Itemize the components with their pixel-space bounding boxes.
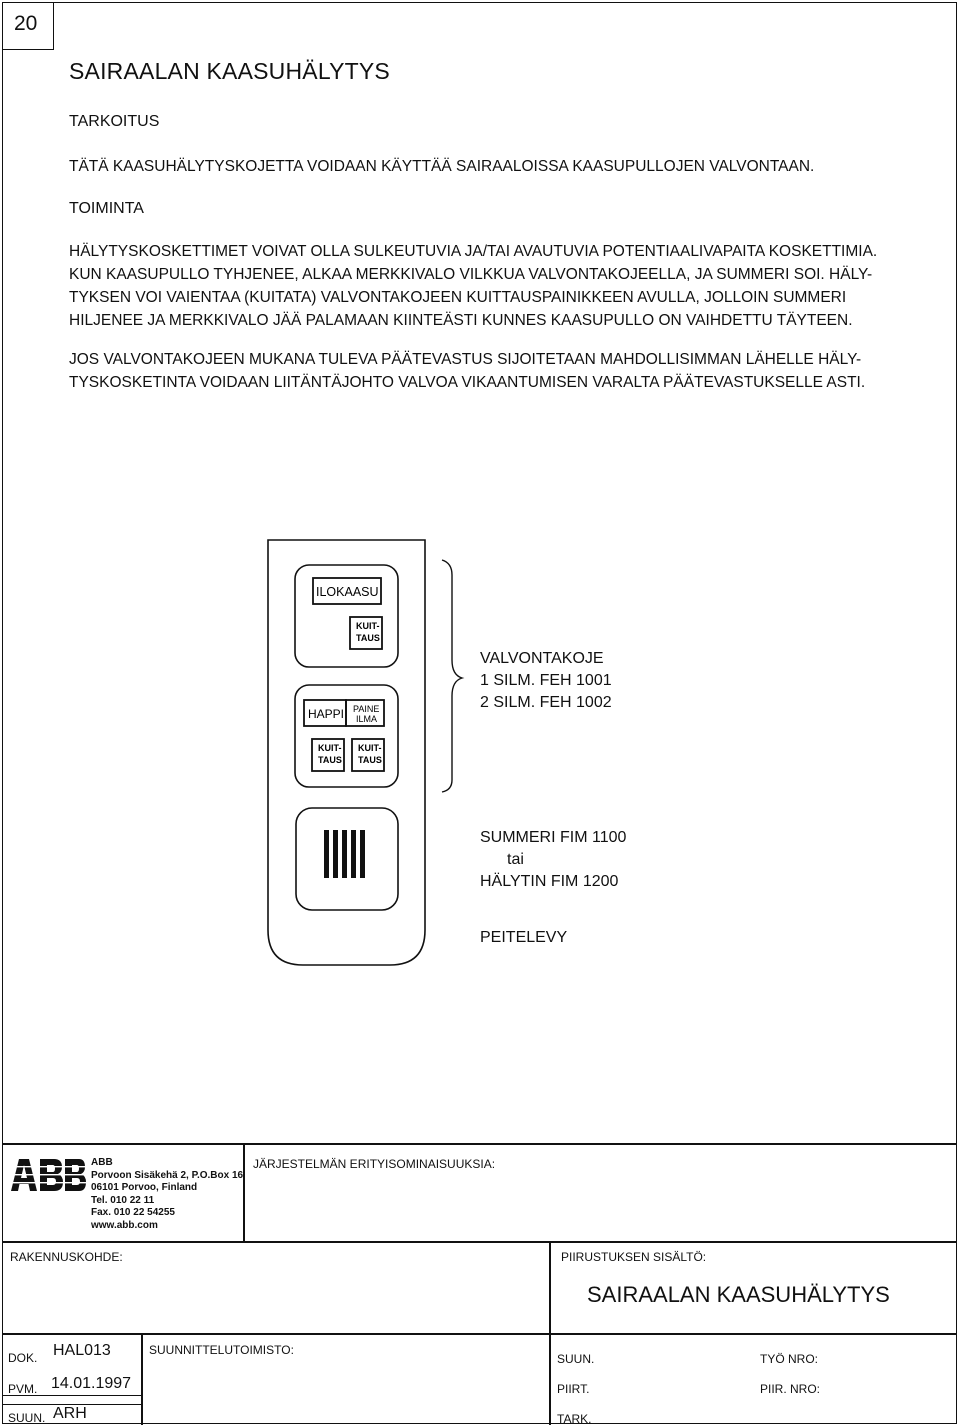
oxygen-label: HAPPI (308, 707, 345, 721)
buzzer-label-line: SUMMERI FIM 1100 (480, 829, 627, 846)
monitor-label-line: VALVONTAKOJE (480, 650, 604, 667)
buzzer-label-line: tai (507, 851, 524, 868)
ack-text: TAUS (358, 755, 382, 765)
ack-text: KUIT- (318, 743, 342, 753)
company-line: Fax. 010 22 54255 (91, 1207, 175, 1218)
drawing-content-label: PIIRUSTUKSEN SISÄLTÖ: (561, 1250, 707, 1264)
buzzer-label-line: HÄLYTIN FIM 1200 (480, 873, 619, 890)
purpose-line: TÄTÄ KAASUHÄLYTYSKOJETTA VOIDAAN KÄYTTÄÄ SAIRAALOISSA KAASUPULLOJEN VALVONTAAN. (69, 158, 815, 175)
function-line: HILJENEE JA MERKKIVALO JÄÄ PALAMAAN KIINTEÄSTI KUNNES KAASUPULLO ON VAIHDETTU TÄYTEEN. (69, 312, 853, 329)
company-line: Porvoon Sisäkehä 2, P.O.Box 16 (91, 1169, 244, 1181)
abb-logo (9, 1158, 87, 1192)
buzzer-grille (324, 830, 365, 878)
company-line: Tel. 010 22 11 (91, 1194, 155, 1206)
designer-value: ARH (53, 1405, 87, 1422)
company-line: www.abb.com (91, 1219, 158, 1231)
terminal-line: TYSKOSKETINTA VOIDAAN LIITÄNTÄJOHTO VALVOA VIKAANTUMISEN VARALTA PÄÄTEVASTUKSELLE ASTI. (69, 374, 866, 391)
company-address (91, 1157, 243, 1232)
monitor-label-line: 2 SILM. FEH 1002 (480, 694, 612, 711)
site-label: RAKENNUSKOHDE: (10, 1250, 123, 1264)
designer-label: SUUN. (8, 1411, 46, 1425)
buzzer-label (480, 827, 626, 893)
ack-text: KUIT- (358, 743, 382, 753)
drawing-title: SAIRAALAN KAASUHÄLYTYS (587, 1282, 890, 1307)
monitor-label (480, 648, 612, 714)
ack-text: TAUS (318, 755, 342, 765)
nitrous-label: ILOKAASU (316, 585, 379, 599)
pressure-text: ILMA (356, 714, 378, 724)
module-nitrous (295, 565, 398, 667)
date-value: 14.01.1997 (51, 1375, 132, 1392)
system-features-label: JÄRJESTELMÄN ERITYISOMINAISUUKSIA: (253, 1157, 496, 1171)
company-line: ABB (91, 1157, 113, 1168)
page-number: 20 (14, 12, 38, 35)
drawing-number-label: PIIR. NRO: (760, 1382, 821, 1396)
doc-value: HAL013 (53, 1342, 111, 1359)
monitor-label-line: 1 SILM. FEH 1001 (480, 672, 612, 689)
terminal-line: JOS VALVONTAKOJEEN MUKANA TULEVA PÄÄTEVASTUS SIJOITETAAN MAHDOLLISIMMAN LÄHELLE HÄLY- (69, 351, 862, 368)
drawn-label: PIIRT. (557, 1382, 590, 1396)
title-block-divider (243, 1143, 245, 1241)
function-heading: TOIMINTA (69, 200, 144, 217)
function-line: KUN KAASUPULLO TYHJENEE, ALKAA MERKKIVALO VILKKUA VALVONTAKOJEELLA, JA SUMMERI SOI. HÄLY- (69, 266, 873, 283)
ack-text: TAUS (356, 633, 380, 643)
page-title: SAIRAALAN KAASUHÄLYTYS (69, 58, 390, 84)
function-line: HÄLYTYSKOSKETTIMET VOIVAT OLLA SULKEUTUVIA JA/TAI AVAUTUVIA POTENTIAALIVAPAITA KOSKETTIMIA. (69, 243, 878, 260)
date-label: PVM. (8, 1382, 38, 1396)
ack-text: KUIT- (356, 621, 380, 631)
company-line: 06101 Porvoo, Finland (91, 1182, 198, 1193)
title-block-divider (549, 1333, 551, 1425)
title-block-divider (2, 1333, 957, 1335)
title-block-divider (549, 1241, 551, 1333)
title-block-divider (2, 1241, 957, 1243)
title-block-divider (141, 1333, 143, 1425)
design-label: SUUN. (557, 1352, 595, 1366)
job-number-label: TYÖ NRO: (760, 1352, 819, 1366)
bracket (442, 560, 462, 792)
purpose-heading: TARKOITUS (69, 113, 160, 130)
pressure-text: PAINE (353, 704, 380, 714)
cover-label-line: PEITELEVY (480, 929, 568, 946)
design-office-label: SUUNNITTELUTOIMISTO: (149, 1343, 294, 1357)
checked-label: TARK. (557, 1412, 592, 1426)
doc-label: DOK. (8, 1351, 38, 1365)
function-line: TYKSEN VOI VAIENTAA (KUITATA) VALVONTAKOJEEN KUITTAUSPAINIKKEEN AVULLA, JOLLOIN SUMMERI (69, 289, 847, 306)
title-block-top-border (2, 1143, 957, 1145)
cover-label (480, 927, 567, 949)
